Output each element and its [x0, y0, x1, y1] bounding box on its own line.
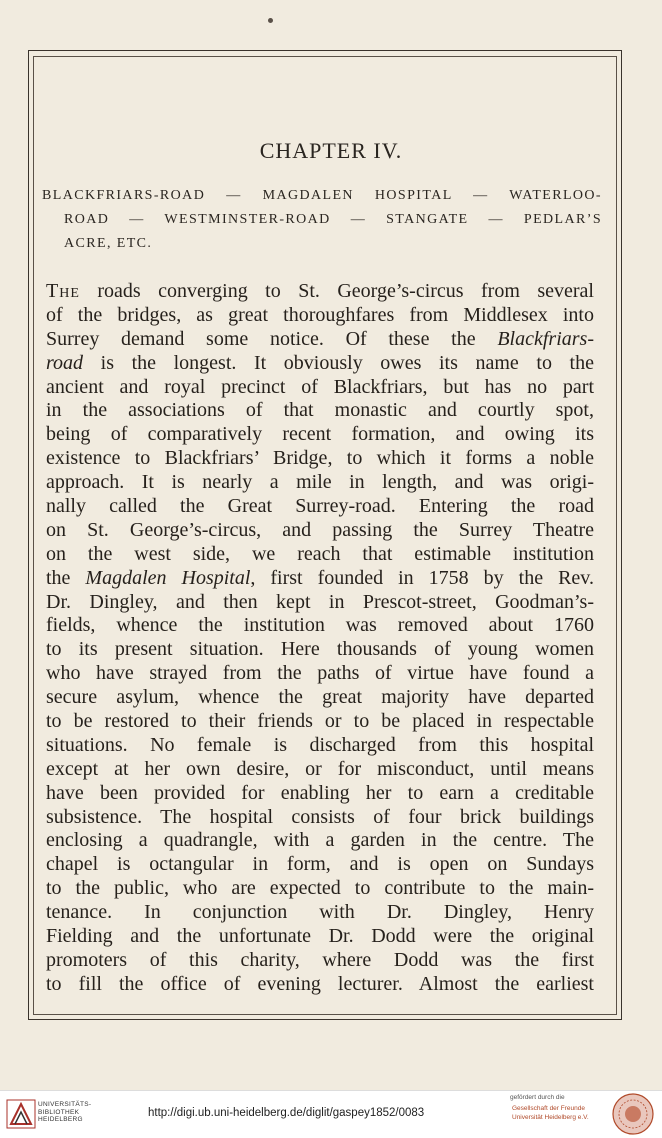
library-name-line: UNIVERSITÄTS-	[38, 1101, 92, 1108]
page-mark	[268, 18, 273, 23]
text-line: in the associations of that monastic and courtly spot,	[46, 399, 594, 422]
text-line: being of comparatively recent formation, and owing its	[46, 423, 594, 446]
library-name	[38, 1101, 91, 1124]
university-seal-icon	[612, 1093, 654, 1135]
text-line: promoters of this charity, where Dodd was the first	[46, 948, 594, 971]
subtitle-line: ACRE, ETC.	[64, 236, 153, 251]
text-line: to its present situation. Here thousands of young women	[46, 638, 594, 661]
text-line: have been provided for enabling her to earn a creditable	[46, 781, 594, 804]
permalink-url[interactable]: http://digi.ub.uni-heidelberg.de/diglit/gaspey1852/0083	[148, 1107, 425, 1119]
text-line: fields, whence the institution was removed about 1760	[46, 614, 594, 637]
text-line: to fill the office of evening lecturer. Almost the earliest	[46, 972, 594, 995]
society-name	[512, 1105, 589, 1122]
text-line: tenance. In conjunction with Dr. Dingley, Henry	[46, 901, 594, 924]
university-library-logo-icon	[6, 1098, 36, 1130]
text-line: The roads converging to St. George’s-circus from several	[46, 280, 594, 302]
text-line: chapel is octangular in form, and is open on Sundays	[46, 853, 594, 876]
text-line: nally called the Great Surrey-road. Entering the road	[46, 495, 594, 518]
chapter-title: CHAPTER IV.	[259, 138, 403, 163]
text-line: road is the longest. It obviously owes its name to the	[46, 351, 594, 374]
text-line: approach. It is nearly a mile in length, and was origi-	[46, 471, 594, 494]
text-line: subsistence. The hospital consists of four brick buildings	[46, 805, 594, 828]
text-line: Dr. Dingley, and then kept in Prescot-street, Goodman’s-	[46, 590, 594, 613]
society-name-line: Gesellschaft der Freunde	[512, 1105, 585, 1112]
text-line: on the west side, we reach that estimable institution	[46, 542, 594, 565]
text-line: except at her own desire, or for misconduct, until means	[46, 757, 594, 780]
library-name-line: BIBLIOTHEK	[38, 1108, 80, 1116]
library-name-line: HEIDELBERG	[38, 1116, 83, 1123]
text-line: situations. No female is discharged from this hospital	[46, 733, 594, 756]
society-name-line: Universität Heidelberg e.V.	[512, 1113, 589, 1121]
subtitle-line: BLACKFRIARS-ROAD — MAGDALEN HOSPITAL — WATERLOO-	[42, 188, 602, 203]
text-line: secure asylum, whence the great majority have departed	[46, 686, 594, 709]
text-line: Fielding and the unfortunate Dr. Dodd were the original	[46, 925, 594, 948]
body-text	[46, 280, 594, 997]
text-line: who have strayed from the paths of virtue have found a	[46, 662, 594, 685]
funded-by-label: gefördert durch die	[510, 1094, 565, 1101]
text-line: of the bridges, as great thoroughfares from Middlesex into	[46, 303, 594, 326]
text-line: Surrey demand some notice. Of these the Blackfriars-	[46, 327, 594, 350]
text-line: the Magdalen Hospital, first founded in 1758 by the Rev.	[46, 566, 594, 589]
text-line: on St. George’s-circus, and passing the Surrey Theatre	[46, 518, 594, 541]
text-line: enclosing a quadrangle, with a garden in the centre. The	[46, 829, 594, 852]
text-line: to be restored to their friends or to be placed in respectable	[46, 710, 594, 733]
text-line: existence to Blackfriars’ Bridge, to which it forms a noble	[46, 447, 594, 470]
text-line: to the public, who are expected to contribute to the main-	[46, 877, 594, 900]
text-line: ancient and royal precinct of Blackfriars, but has no part	[46, 375, 594, 398]
subtitle-line: ROAD — WESTMINSTER-ROAD — STANGATE — PEDLAR’S	[64, 212, 602, 227]
chapter-subtitle	[42, 184, 602, 256]
